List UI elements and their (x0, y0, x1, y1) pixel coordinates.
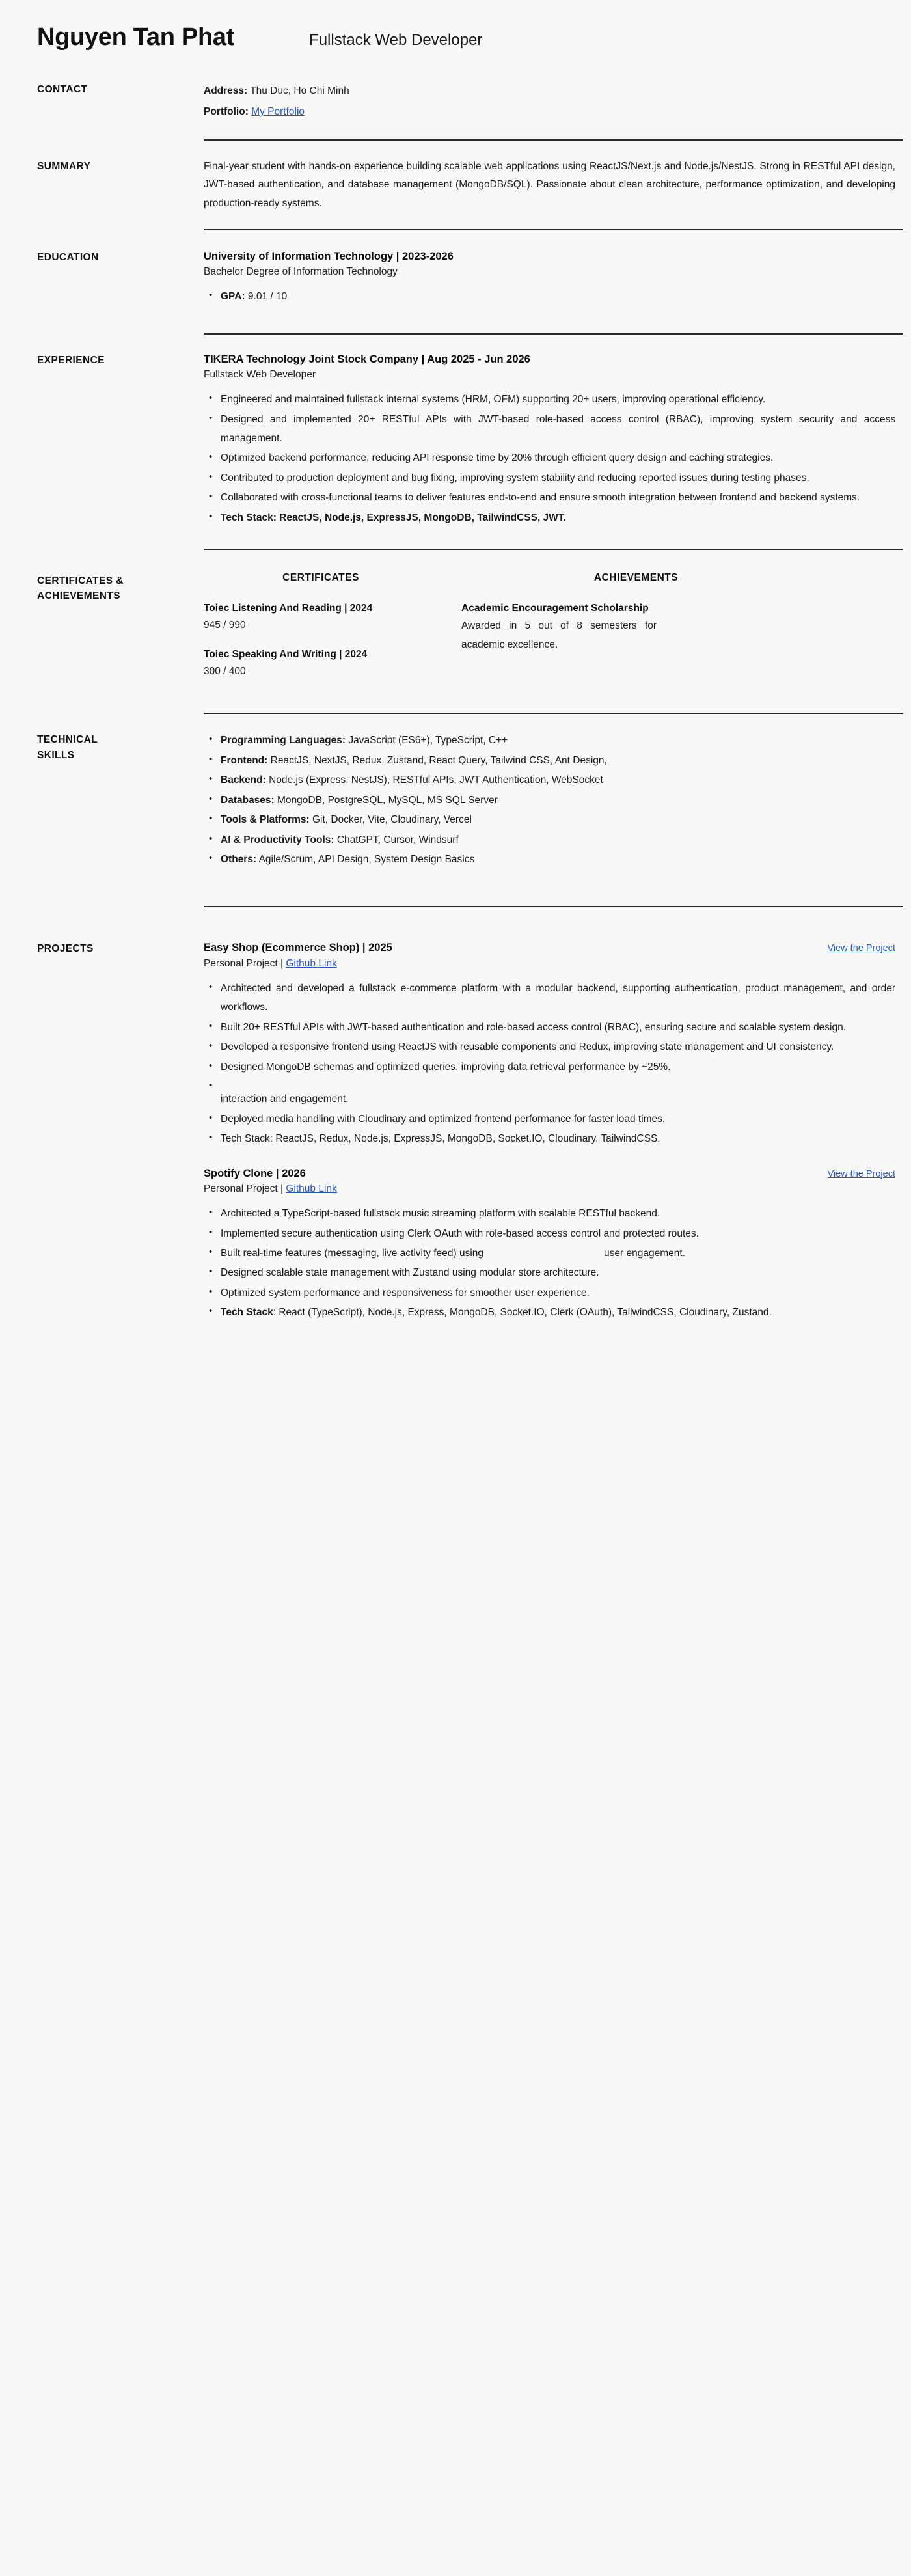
education-content (204, 249, 903, 307)
divider-after-skills (204, 906, 903, 907)
project-bullets (204, 979, 895, 1149)
project-bullets (204, 1204, 895, 1322)
section-technical-skills (0, 731, 911, 870)
list-item (221, 1110, 895, 1129)
list-item-text: Optimized backend performance, reducing API response time by 20% through efficient query design and caching strategies. (221, 452, 774, 464)
certificate-item (204, 647, 438, 680)
list-item-label: Frontend: (221, 754, 268, 766)
list-item-text: Implemented secure authentication using Clerk OAuth with role-based access control and protected routes. (221, 1227, 699, 1239)
divider-after-summary (204, 229, 903, 230)
section-label-contact: CONTACT (37, 84, 88, 95)
list-item (221, 1058, 895, 1076)
contact-address-label: Address: (204, 85, 248, 96)
certificates-heading: CERTIFICATES (282, 572, 359, 584)
page-title: Nguyen Tan Phat (37, 23, 235, 51)
list-item-tail: user engagement. (604, 1247, 685, 1259)
list-item-text: 9.01 / 10 (245, 291, 288, 303)
section-label-experience: EXPERIENCE (37, 354, 105, 366)
achievements-list (461, 601, 895, 654)
list-item-text: ReactJS, NextJS, Redux, Zustand, React Query, Tailwind CSS, Ant Design, (267, 754, 607, 766)
section-contact (0, 81, 911, 122)
github-link[interactable]: Github Link (286, 958, 337, 970)
list-item (221, 1204, 895, 1223)
list-item (221, 469, 895, 487)
list-item-text: Agile/Scrum, API Design, System Design Basics (256, 854, 475, 866)
list-item-label: Databases: (221, 794, 275, 806)
list-item-text: Collaborated with cross-functional teams to deliver features end-to-end and ensure smooth integration between frontend and backend systems. (221, 492, 860, 504)
list-item-text: Designed and implemented 20+ RESTful APIs with JWT-based role-based access control (RBAC), improving system security and access management. (221, 413, 895, 444)
list-item (221, 1129, 895, 1148)
list-item-text: Git, Docker, Vite, Cloudinary, Vercel (309, 814, 472, 826)
contact-portfolio-label: Portfolio: (204, 105, 249, 117)
list-item-text: Designed scalable state management with Zustand using modular store architecture. (221, 1267, 599, 1279)
list-item (221, 731, 895, 750)
resume-header (0, 0, 911, 51)
list-item (221, 791, 895, 810)
section-projects (0, 940, 911, 1339)
education-degree: Bachelor Degree of Information Technology (204, 266, 398, 278)
project-item (204, 1166, 895, 1322)
list-item (221, 390, 895, 409)
list-item-text: Architected and developed a fullstack e-commerce platform with a modular backend, supporting authentication, product management, and order workflows. (221, 983, 895, 1013)
list-item-text: Deployed media handling with Cloudinary and optimized frontend performance for faster load times. (221, 1113, 666, 1125)
list-item-text: : React (TypeScript), Node.js, Express, MongoDB, Socket.IO, Clerk (OAuth), TailwindCSS, Cloudinary, Zustand. (273, 1307, 772, 1319)
list-item-label: Tech Stack (221, 1307, 273, 1319)
list-item-text: Designed MongoDB schemas and optimized queries, improving data retrieval performance by ~25%. (221, 1061, 671, 1073)
view-project-link[interactable]: View the Project (827, 943, 895, 954)
section-label-education: EDUCATION (37, 251, 99, 263)
list-item (221, 287, 895, 306)
list-item-label: Tools & Platforms: (221, 814, 310, 826)
certificates-achievements-content (204, 572, 903, 693)
section-label-technical-skills (37, 731, 204, 763)
technical-skills-bullets (204, 731, 895, 869)
project-title: Spotify Clone | 2026 (204, 1167, 306, 1179)
project-type: Personal Project | (204, 958, 286, 970)
list-item (221, 810, 895, 829)
list-item-text: Contributed to production deployment and bug fixing, improving system stability and reducing reported issues during testing phases. (221, 472, 809, 484)
view-project-link[interactable]: View the Project (827, 1168, 895, 1179)
project-title: Easy Shop (Ecommerce Shop) | 2025 (204, 942, 392, 954)
github-link[interactable]: Github Link (286, 1183, 337, 1195)
contact-address-value: Thu Duc, Ho Chi Minh (247, 85, 349, 96)
list-item-text: Tech Stack: ReactJS, Redux, Node.js, ExpressJS, MongoDB, Socket.IO, Cloudinary, TailwindCSS. (221, 1133, 660, 1145)
divider-after-education (204, 333, 903, 335)
list-item-text: Node.js (Express, NestJS), RESTful APIs, JWT Authentication, WebSocket (265, 774, 603, 786)
section-education (0, 249, 911, 307)
achievement-item (461, 601, 895, 654)
technical-skills-content (204, 731, 903, 870)
list-item-label: Others: (221, 854, 257, 866)
list-item (221, 771, 895, 789)
list-item-label: Backend: (221, 774, 266, 786)
certificate-score: 300 / 400 (204, 666, 246, 678)
list-item-text: MongoDB, PostgreSQL, MySQL, MS SQL Server (274, 794, 498, 806)
list-item (221, 979, 895, 1017)
divider-after-contact (204, 139, 903, 141)
section-experience (0, 351, 911, 528)
list-item-text: ChatGPT, Cursor, Windsurf (334, 834, 459, 845)
certificate-name: Toiec Listening And Reading | 2024 (204, 603, 373, 614)
list-item (221, 1263, 895, 1282)
certificates-column (204, 572, 438, 693)
education-bullets (204, 287, 895, 306)
portfolio-link[interactable]: My Portfolio (251, 105, 305, 117)
contact-portfolio-line (204, 102, 895, 122)
achievement-name: Academic Encouragement Scholarship (461, 603, 649, 614)
project-header (204, 1166, 895, 1182)
list-item (221, 1224, 895, 1243)
list-item (221, 410, 895, 448)
section-label-certificates-achievements: CERTIFICATES & ACHIEVEMENTS (37, 575, 124, 602)
project-header (204, 940, 895, 956)
certificate-item (204, 601, 438, 634)
list-item (221, 1283, 895, 1302)
experience-bullets (204, 390, 895, 527)
section-label-summary: SUMMARY (37, 160, 91, 172)
project-type: Personal Project | (204, 1183, 286, 1195)
list-item-text: JavaScript (ES6+), TypeScript, C++ (346, 735, 508, 747)
achievements-column (438, 572, 895, 693)
project-item (204, 940, 895, 1148)
divider-after-certificates (204, 713, 903, 714)
list-item-text: Developed a responsive frontend using ReactJS with reusable components and Redux, improving state management and UI consistency. (221, 1041, 834, 1053)
list-item (221, 488, 895, 507)
summary-content (204, 158, 903, 213)
list-item (221, 1077, 895, 1089)
list-item-label: Programming Languages: (221, 735, 346, 747)
section-certificates-achievements (0, 572, 911, 693)
list-item (221, 850, 895, 869)
achievements-heading: ACHIEVEMENTS (593, 572, 679, 584)
experience-company: TIKERA Technology Joint Stock Company | Aug 2025 - Jun 2026 (204, 353, 530, 365)
experience-title: Fullstack Web Developer (204, 369, 316, 381)
section-summary (0, 158, 911, 213)
technical-skills-label-text: TECHNICAL SKILLS (37, 734, 98, 761)
list-item-text: Engineered and maintained fullstack internal systems (HRM, OFM) supporting 20+ users, improving operational efficiency. (221, 394, 766, 405)
contact-content (204, 81, 903, 122)
list-item-text: Built 20+ RESTful APIs with JWT-based authentication and role-based access control (RBAC), ensuring secure and scalable system design. (221, 1021, 847, 1033)
list-item (221, 1089, 895, 1108)
projects-content (204, 940, 903, 1339)
project-subtitle (204, 1181, 895, 1198)
achievement-desc: Awarded in 5 out of 8 semesters for academic excellence. (461, 620, 657, 650)
list-item-text: Architected a TypeScript-based fullstack music streaming platform with scalable RESTful backend. (221, 1208, 660, 1220)
list-item (221, 448, 895, 467)
experience-content (204, 351, 903, 528)
header-role: Fullstack Web Developer (309, 31, 483, 49)
list-item-text: Optimized system performance and responsiveness for smoother user experience. (221, 1287, 590, 1298)
list-item-label: AI & Productivity Tools: (221, 834, 334, 845)
education-school: University of Information Technology | 2023-2026 (204, 250, 454, 262)
divider-after-experience (204, 549, 903, 550)
list-item-label: Tech Stack: ReactJS, Node.js, ExpressJS, MongoDB, TailwindCSS, JWT. (221, 512, 566, 523)
section-label-projects: PROJECTS (37, 943, 94, 955)
list-item-text: interaction and engagement. (221, 1093, 349, 1105)
certificate-score: 945 / 990 (204, 619, 246, 631)
certificate-name: Toiec Speaking And Writing | 2024 (204, 649, 368, 661)
list-item-label: GPA: (221, 291, 245, 303)
list-item (221, 1018, 895, 1037)
list-item (221, 830, 895, 849)
list-item-text: Built real-time features (messaging, live activity feed) using (221, 1247, 484, 1259)
list-item (221, 508, 895, 527)
project-subtitle (204, 956, 895, 972)
certificates-list (204, 601, 438, 680)
summary-text: Final-year student with hands-on experience building scalable web applications using ReactJS/Next.js and Node.js/NestJS. Strong in RESTful API design, JWT-based authentication, and database management (MongoDB/SQL). Passionate about clean architecture, performance optimization, and developing production-ready systems. (204, 160, 895, 209)
list-item (221, 1037, 895, 1056)
list-item (221, 1244, 895, 1263)
contact-address-line (204, 81, 895, 102)
list-item (221, 1303, 895, 1322)
list-item (221, 751, 895, 770)
